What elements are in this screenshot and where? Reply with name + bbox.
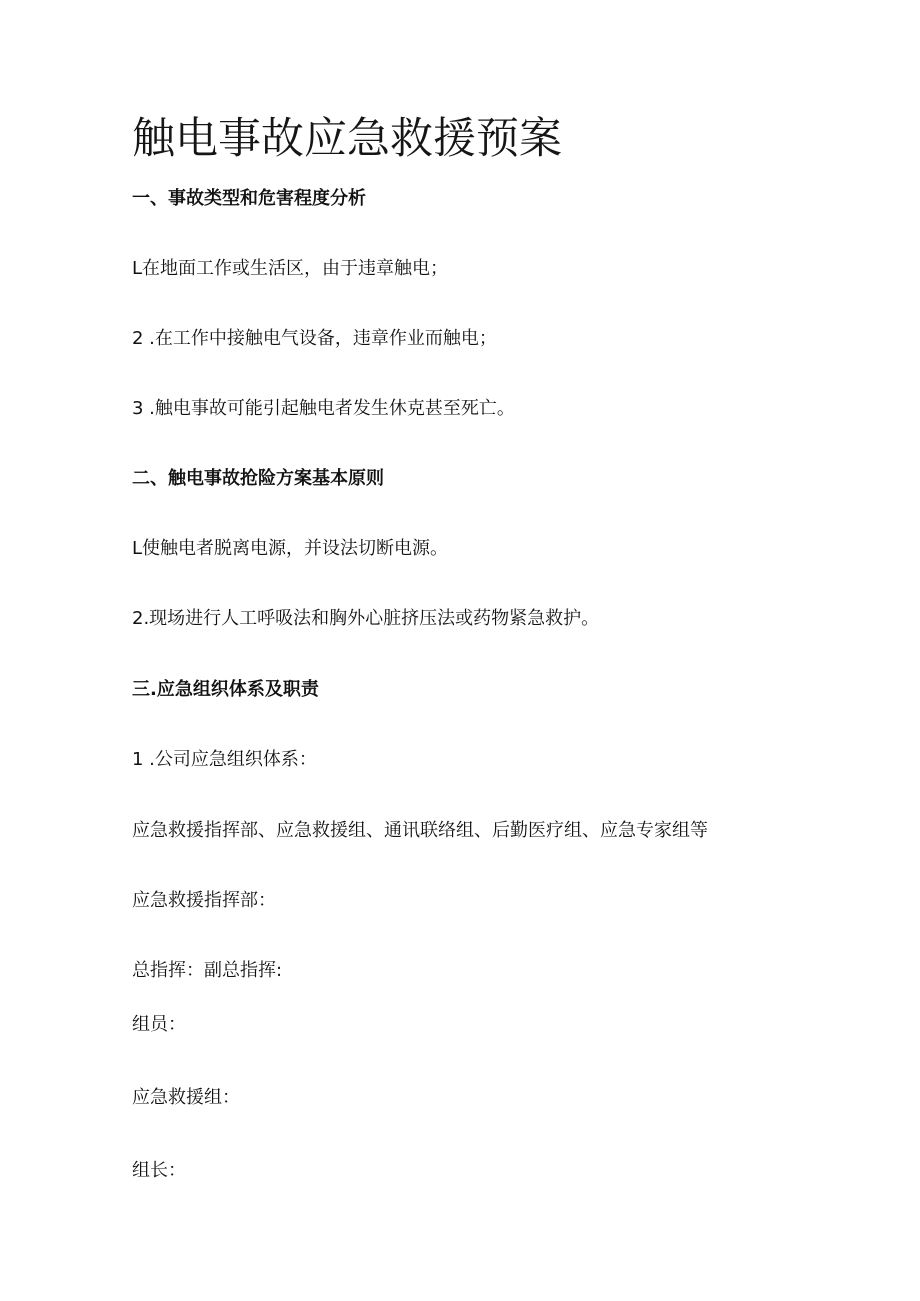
- paragraph-3-2: 应急救援指挥部、应急救援组、通讯联络组、后勤医疗组、应急专家组等: [132, 820, 708, 841]
- paragraph-1-3: 3 .触电事故可能引起触电者发生休克甚至死亡。: [132, 398, 515, 419]
- paragraph-2-2: 2.现场进行人工呼吸法和胸外心脏挤压法或药物紧急救护。: [132, 608, 600, 629]
- paragraph-3-3: 应急救援指挥部：: [132, 890, 276, 911]
- paragraph-3-7: 组长：: [132, 1160, 186, 1181]
- paragraph-3-1: 1 .公司应急组织体系：: [132, 749, 317, 770]
- section-heading-3: 三.应急组织体系及职责: [132, 679, 319, 700]
- paragraph-1-1: L在地面工作或生活区，由于违章触电；: [132, 258, 449, 279]
- paragraph-3-6: 应急救援组：: [132, 1087, 240, 1108]
- paragraph-3-5: 组员：: [132, 1014, 186, 1035]
- paragraph-1-2: 2 .在工作中接触电气设备，违章作业而触电；: [132, 328, 497, 349]
- section-heading-1: 一、事故类型和危害程度分析: [132, 188, 366, 209]
- paragraph-3-4: 总指挥：副总指挥:: [132, 960, 283, 981]
- section-heading-2: 二、触电事故抢险方案基本原则: [132, 468, 384, 489]
- document-title: 触电事故应急救援预案: [132, 114, 562, 164]
- paragraph-2-1: L使触电者脱离电源，并设法切断电源。: [132, 538, 449, 559]
